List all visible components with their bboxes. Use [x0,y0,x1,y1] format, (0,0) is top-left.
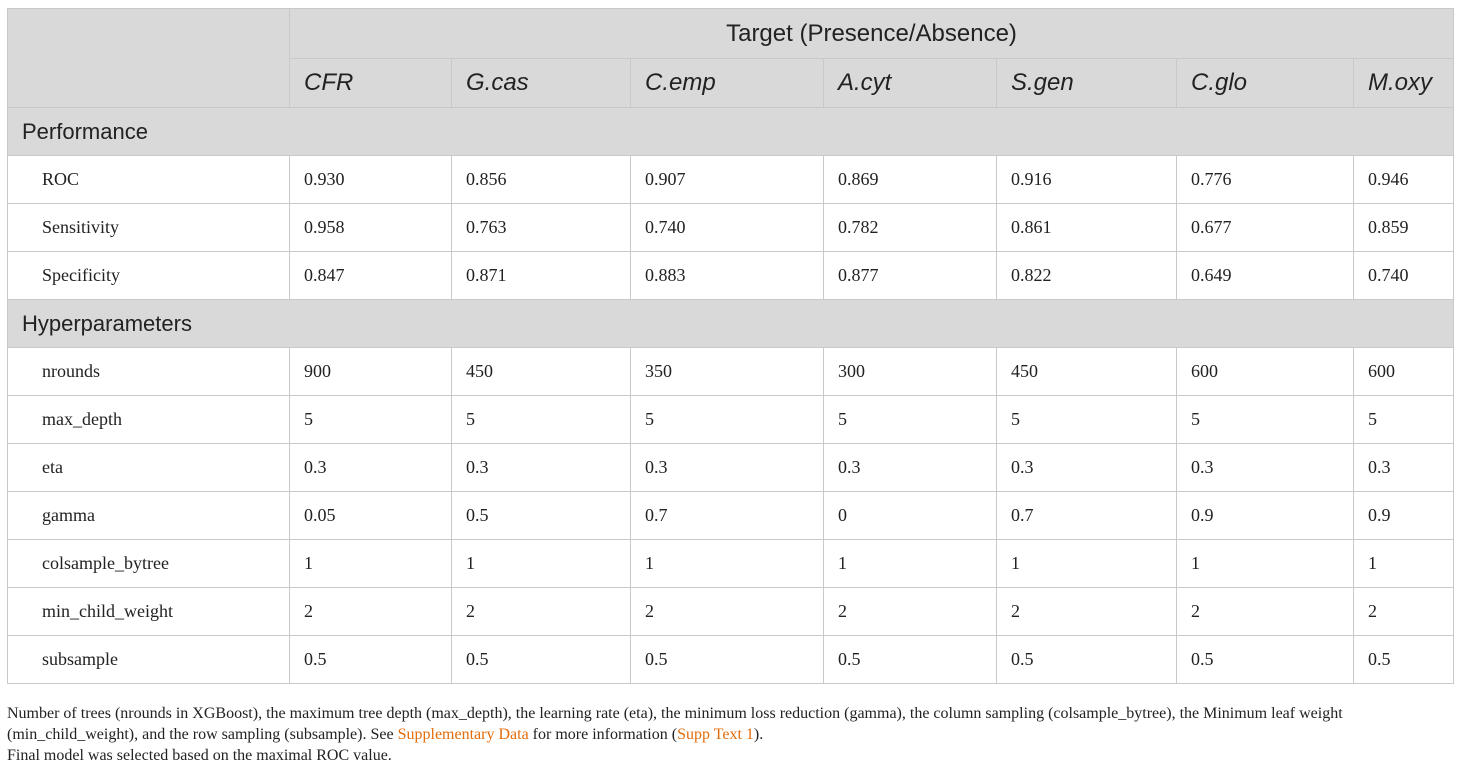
table-cell: 1 [824,540,997,588]
table-cell: 0.869 [824,156,997,204]
table-cell: 0.856 [452,156,631,204]
table-cell: 0.9 [1354,492,1454,540]
table-row [8,204,1454,252]
table-cell: 0.5 [997,636,1177,684]
table-cell: 0.7 [631,492,824,540]
table-cell: 0.859 [1354,204,1454,252]
table-cell: 0.9 [1177,492,1354,540]
table-row [8,540,1454,588]
table-cell: 0.958 [290,204,452,252]
table-cell: 0.776 [1177,156,1354,204]
footnote-line-2: Final model was selected based on the maximal ROC value. [7,747,392,764]
table-cell: 450 [452,348,631,396]
table-cell: 0.3 [631,444,824,492]
table-cell: 5 [631,396,824,444]
table-cell: 0.5 [631,636,824,684]
table-cell: 5 [1177,396,1354,444]
column-header: CFR [290,59,452,108]
table-cell: 0.740 [1354,252,1454,300]
section-title: Hyperparameters [8,300,1454,348]
table-cell: 0.3 [1177,444,1354,492]
column-header: G.cas [452,59,631,108]
table-cell: 2 [290,588,452,636]
table-cell: 5 [997,396,1177,444]
table-cell: 0.3 [1354,444,1454,492]
table-row [8,348,1454,396]
table-cell: 0.5 [452,636,631,684]
table-row [8,252,1454,300]
table-cell: 0.7 [997,492,1177,540]
results-table-container [7,8,1453,684]
table-cell: 0.3 [290,444,452,492]
table-cell: 1 [290,540,452,588]
table-cell: 0.916 [997,156,1177,204]
table-cell: 0.822 [997,252,1177,300]
table-cell: 0.05 [290,492,452,540]
table-cell: 1 [452,540,631,588]
corner-cell [8,9,290,108]
table-row [8,396,1454,444]
table-cell: 5 [1354,396,1454,444]
group-header: Target (Presence/Absence) [290,9,1454,59]
table-cell: 600 [1354,348,1454,396]
table-cell: 2 [631,588,824,636]
table-cell: 350 [631,348,824,396]
table-cell: 2 [997,588,1177,636]
table-cell: 0 [824,492,997,540]
table-row [8,156,1454,204]
footnote-text-after: ). [753,726,764,743]
footnote-line-1 [7,703,1453,745]
table-cell: 1 [997,540,1177,588]
table-cell: 600 [1177,348,1354,396]
table-cell: 0.649 [1177,252,1354,300]
footnote-text-before: Number of trees (nrounds in XGBoost), the maximum tree depth (max_depth), the learning rate (eta), the minimum loss reduction (gamma), the column sampling (colsample_bytree), the Minimum leaf weight (min_child_weight), and the row sampling (subsample). See [7,705,1343,743]
table-row [8,444,1454,492]
table-cell: 0.883 [631,252,824,300]
table-cell: 0.861 [997,204,1177,252]
table-cell: 450 [997,348,1177,396]
footnote-text-middle: for more information ( [528,726,678,743]
table-cell: 0.871 [452,252,631,300]
row-label: eta [8,444,290,492]
table-cell: 5 [824,396,997,444]
table-cell: 0.946 [1354,156,1454,204]
table-cell: 0.907 [631,156,824,204]
table-body [8,108,1454,684]
table-cell: 5 [452,396,631,444]
row-label: subsample [8,636,290,684]
row-label: Specificity [8,252,290,300]
results-table [7,8,1454,684]
section-title: Performance [8,108,1454,156]
table-cell: 1 [1354,540,1454,588]
column-header: C.emp [631,59,824,108]
row-label: max_depth [8,396,290,444]
table-cell: 1 [1177,540,1354,588]
column-header: A.cyt [824,59,997,108]
table-cell: 300 [824,348,997,396]
table-cell: 0.3 [997,444,1177,492]
table-cell: 0.3 [824,444,997,492]
table-cell: 900 [290,348,452,396]
table-cell: 2 [1354,588,1454,636]
table-cell: 0.5 [452,492,631,540]
table-cell: 0.5 [824,636,997,684]
row-label: colsample_bytree [8,540,290,588]
column-header: S.gen [997,59,1177,108]
table-cell: 0.763 [452,204,631,252]
table-cell: 0.740 [631,204,824,252]
table-cell: 2 [452,588,631,636]
column-header: C.glo [1177,59,1354,108]
table-row [8,588,1454,636]
table-cell: 2 [824,588,997,636]
table-cell: 0.5 [290,636,452,684]
table-cell: 1 [631,540,824,588]
table-row [8,636,1454,684]
table-cell: 0.677 [1177,204,1354,252]
section-row [8,300,1454,348]
table-cell: 0.782 [824,204,997,252]
table-cell: 5 [290,396,452,444]
row-label: min_child_weight [8,588,290,636]
table-cell: 0.5 [1354,636,1454,684]
row-label: nrounds [8,348,290,396]
row-label: Sensitivity [8,204,290,252]
supplementary-data-link[interactable]: Supplementary Data [397,726,529,743]
table-cell: 0.930 [290,156,452,204]
column-header: M.oxy [1354,59,1454,108]
table-cell: 2 [1177,588,1354,636]
group-header-row [8,9,1454,59]
table-cell: 0.877 [824,252,997,300]
row-label: gamma [8,492,290,540]
table-cell: 0.847 [290,252,452,300]
supp-text-link[interactable]: Supp Text 1 [677,726,754,743]
table-cell: 0.5 [1177,636,1354,684]
row-label: ROC [8,156,290,204]
section-row [8,108,1454,156]
table-cell: 0.3 [452,444,631,492]
table-row [8,492,1454,540]
table-footnote [7,703,1453,766]
